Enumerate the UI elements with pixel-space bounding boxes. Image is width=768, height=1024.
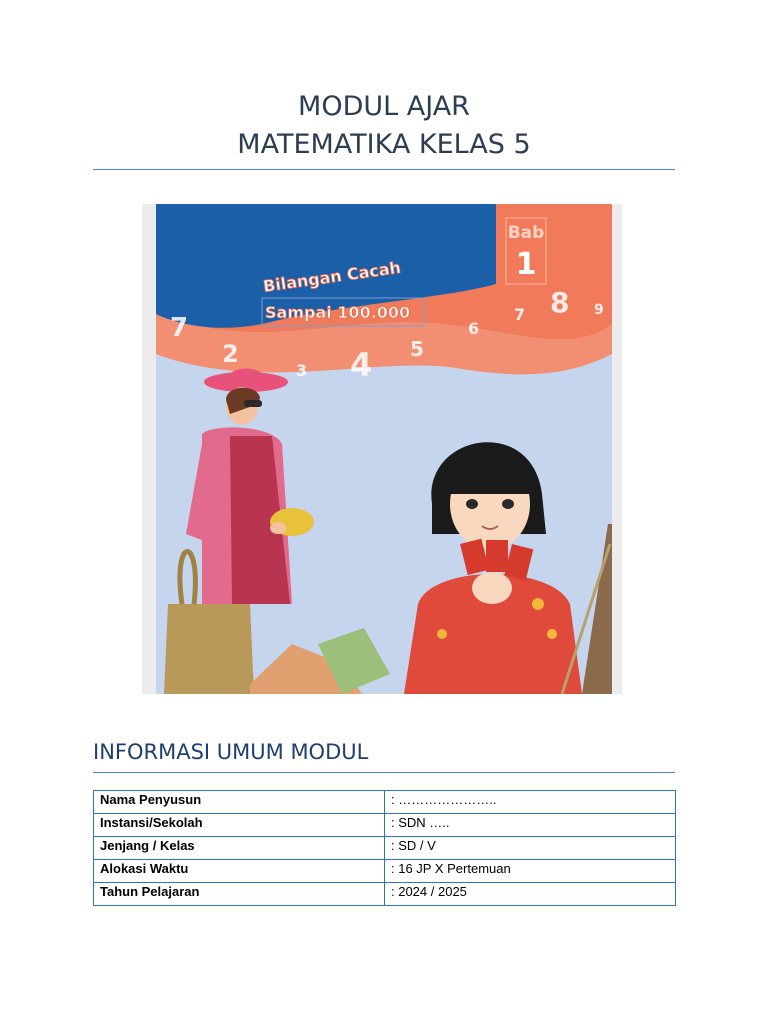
cover-title-line-1: Bilangan Cacah [261, 257, 402, 296]
cover-number: 4 [350, 346, 373, 384]
info-value: : 2024 / 2025 [385, 883, 676, 906]
chapter-number: 1 [515, 247, 537, 282]
cover-number: 7 [170, 313, 189, 343]
document-title [93, 88, 675, 164]
cover-number: 3 [296, 361, 308, 380]
cover-number: 7 [514, 305, 526, 324]
info-label: Tahun Pelajaran [94, 883, 385, 906]
cover-number: 5 [410, 337, 424, 361]
info-value: : 16 JP X Pertemuan [385, 860, 676, 883]
section-divider [93, 772, 675, 773]
title-line-2: MATEMATIKA KELAS 5 [237, 129, 531, 160]
title-line-1: MODUL AJAR [298, 91, 470, 122]
cover-number: 6 [468, 319, 480, 338]
section-heading: INFORMASI UMUM MODUL [93, 740, 369, 764]
info-label: Jenjang / Kelas [94, 837, 385, 860]
title-divider [93, 169, 675, 170]
info-value: : SDN ….. [385, 814, 676, 837]
cover-number: 9 [594, 302, 604, 318]
table-row [94, 791, 676, 814]
cover-number: 2 [222, 340, 239, 368]
table-row [94, 883, 676, 906]
chapter-word: Bab [507, 223, 545, 243]
info-label: Instansi/Sekolah [94, 814, 385, 837]
table-row [94, 837, 676, 860]
table-row [94, 814, 676, 837]
info-value: : ………………….. [385, 791, 676, 814]
cover-title-line-2: Sampai 100.000 [265, 303, 411, 322]
info-label: Alokasi Waktu [94, 860, 385, 883]
cover-number: 8 [550, 286, 570, 319]
info-value: : SD / V [385, 837, 676, 860]
info-table [93, 790, 676, 906]
info-label: Nama Penyusun [94, 791, 385, 814]
table-row [94, 860, 676, 883]
book-cover-image [142, 204, 622, 694]
